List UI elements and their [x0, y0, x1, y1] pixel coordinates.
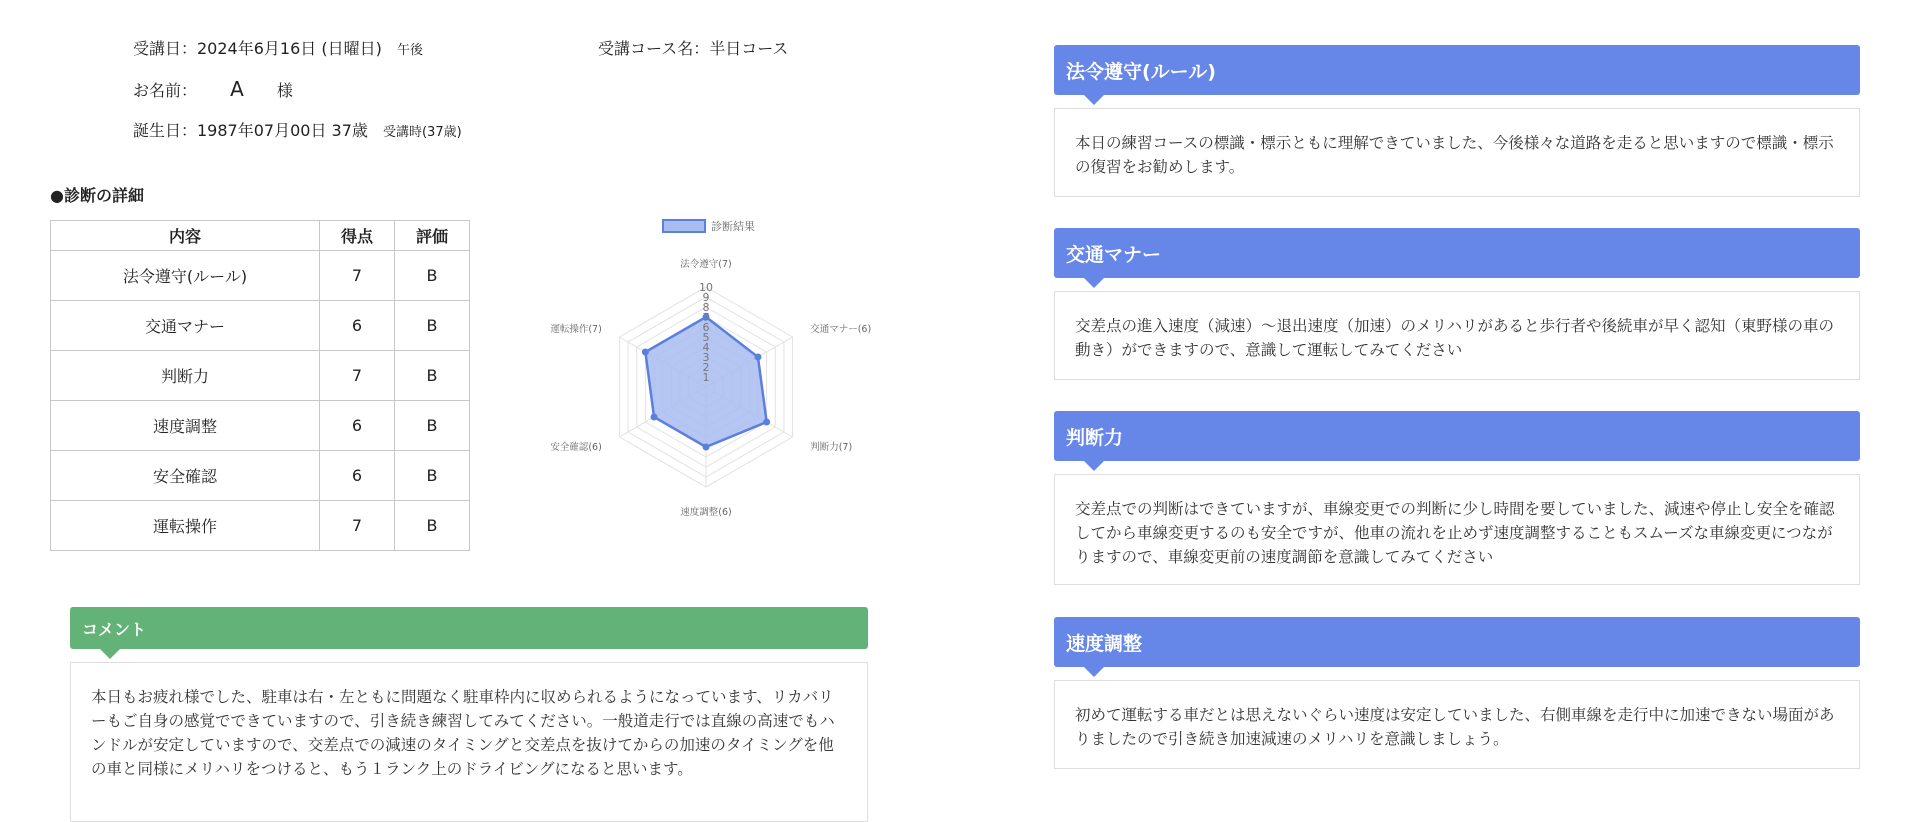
radar-tick-label: 6: [702, 321, 710, 334]
radar-data-point: [763, 419, 770, 426]
row-score: 6: [320, 451, 395, 501]
lesson-date-text: 受講日：2024年6月16日 (日曜日): [133, 39, 382, 58]
row-item: 安全確認: [51, 451, 320, 501]
radar-tick-label: 1: [702, 371, 710, 384]
radar-tick-label: 9: [702, 291, 710, 304]
card-body-manner: 交差点の進入速度（減速）〜退出速度（加速）のメリハリがあると歩行者や後続車が早く認知（東野様の車の動き）ができますので、意識して運転してみてください: [1054, 291, 1860, 380]
customer-name: [133, 77, 293, 101]
time-period: 午後: [396, 43, 423, 58]
row-score: 6: [320, 301, 395, 351]
radar-axis-label: 速度調整(6): [680, 507, 732, 518]
card-header-pointer: [1084, 667, 1104, 677]
radar-legend-swatch: [663, 220, 705, 232]
name-label: お名前：: [133, 81, 198, 100]
radar-data-point: [754, 354, 761, 361]
table-row: [51, 351, 470, 401]
card-title: 交通マナー: [1066, 243, 1162, 266]
card-header-judgment: [1054, 411, 1860, 461]
card-header-speed: [1054, 617, 1860, 667]
radar-legend-label: 診断結果: [711, 220, 755, 233]
row-grade: B: [395, 401, 470, 451]
diagnosis-section-title: ●診断の詳細: [50, 186, 144, 205]
row-score: 7: [320, 501, 395, 551]
card-header-law: [1054, 45, 1860, 95]
card-title: 速度調整: [1066, 632, 1143, 655]
course-name: 受講コース名：半日コース: [598, 39, 789, 58]
radar-chart: [535, 215, 885, 545]
header-score: 得点: [320, 221, 395, 251]
row-item: 法令遵守(ルール): [51, 251, 320, 301]
name-suffix: 様: [276, 81, 293, 100]
score-table: [50, 220, 470, 551]
radar-axis-label: 運転操作(7): [550, 324, 602, 335]
table-row: [51, 251, 470, 301]
card-body-judgment: 交差点での判断はできていますが、車線変更での判断に少し時間を要していました、減速や停止し安全を確認してから車線変更するのも安全ですが、他車の流れを止めず速度調整することもスムーズな車線変更につながりますので、車線変更前の速度調節を意識してみてください: [1054, 474, 1860, 585]
row-score: 7: [320, 351, 395, 401]
card-body-law: 本日の練習コースの標識・標示ともに理解できていました、今後様々な道路を走ると思いますので標識・標示の復習をお勧めします。: [1054, 108, 1860, 197]
radar-data-point: [651, 414, 658, 421]
comment-title: コメント: [82, 619, 147, 639]
card-header-pointer: [1084, 461, 1104, 471]
card-header-manner: [1054, 228, 1860, 278]
radar-tick-label: 2: [702, 361, 710, 374]
radar-tick-label: 10: [699, 281, 713, 294]
table-row: [51, 401, 470, 451]
radar-axis-label: 交通マナー(6): [810, 324, 872, 335]
row-grade: B: [395, 251, 470, 301]
table-row: [51, 501, 470, 551]
table-row: [51, 451, 470, 501]
row-grade: B: [395, 351, 470, 401]
row-score: 6: [320, 401, 395, 451]
card-title: 法令遵守(ルール): [1066, 60, 1216, 83]
card-header-pointer: [1084, 278, 1104, 288]
radar-tick-label: 3: [702, 351, 710, 364]
table-header-row: [51, 221, 470, 251]
card-body-speed: 初めて運転する車だとは思えないぐらい速度は安定していました、右側車線を走行中に加速できない場面がありましたので引き続き加速減速のメリハリを意識しましょう。: [1054, 680, 1860, 769]
radar-tick-label: 4: [702, 341, 710, 354]
header-grade: 評価: [395, 221, 470, 251]
card-header-pointer: [1084, 95, 1104, 105]
row-grade: B: [395, 501, 470, 551]
row-item: 交通マナー: [51, 301, 320, 351]
birth-date-text: 誕生日：1987年07月00日 37歳: [133, 121, 368, 140]
row-item: 運転操作: [51, 501, 320, 551]
table-row: [51, 301, 470, 351]
row-item: 判断力: [51, 351, 320, 401]
radar-data-point: [703, 444, 710, 451]
row-score: 7: [320, 251, 395, 301]
radar-axis-label: 判断力(7): [810, 442, 853, 453]
radar-tick-label: 7: [702, 311, 710, 324]
comment-header: [70, 607, 868, 649]
radar-axis-label: 法令遵守(7): [680, 259, 732, 270]
name-value: A: [230, 77, 244, 101]
header-item: 内容: [51, 221, 320, 251]
row-item: 速度調整: [51, 401, 320, 451]
age-note: 受講時(37歳): [382, 125, 462, 140]
birth-date: [133, 118, 462, 141]
comment-header-pointer: [100, 649, 120, 659]
radar-axis-label: 安全確認(6): [550, 442, 602, 453]
row-grade: B: [395, 451, 470, 501]
radar-data-point: [642, 349, 649, 356]
comment-body: 本日もお疲れ様でした、駐車は右・左ともに問題なく駐車枠内に収められるようになっています、リカバリーもご自身の感覚でできていますので、引き続き練習してみてください。一般道走行では直線の高速でもハンドルが安定していますので、交差点での減速のタイミングと交差点を抜けてからの加速のタイミングを他の車と同様にメリハリをつけると、もう１ランク上のドライビングになると思います。: [70, 662, 868, 822]
row-grade: B: [395, 301, 470, 351]
lesson-date: [133, 36, 423, 59]
radar-tick-label: 5: [702, 331, 710, 344]
radar-tick-label: 8: [702, 301, 710, 314]
card-title: 判断力: [1066, 426, 1124, 449]
